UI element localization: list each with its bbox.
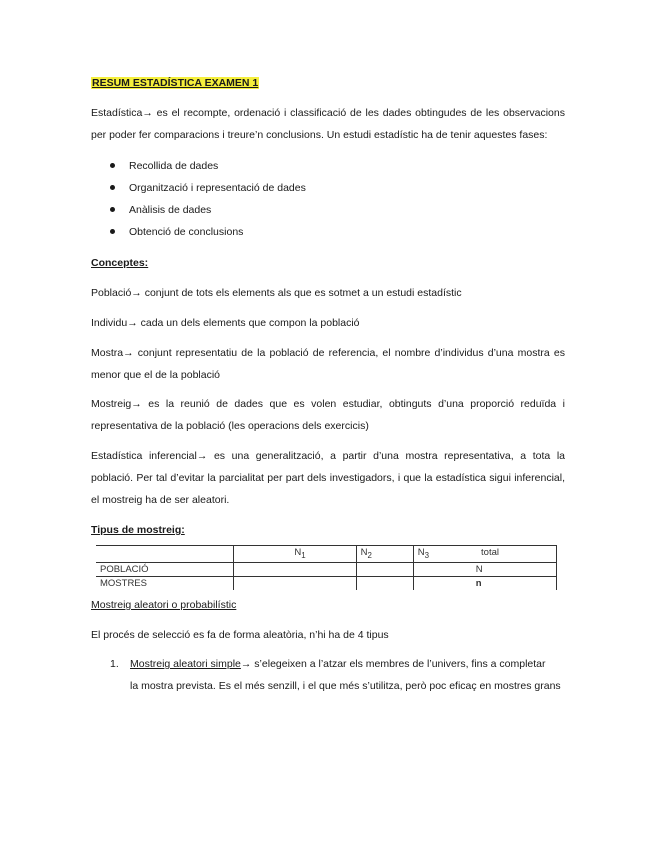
type-desc-line-2: la mostra prevista. Es el més senzill, i el que més s’utilitza, però poc eficaç en mostres grans bbox=[130, 680, 561, 692]
table-row bbox=[96, 562, 557, 576]
intro-paragraph bbox=[91, 102, 565, 146]
aleatori-intro: El procés de selecció es fa de forma aleatòria, n’hi ha de 4 tipus bbox=[91, 629, 389, 641]
table-cell: MOSTRES bbox=[96, 576, 233, 590]
type-name: Mostreig aleatori simple bbox=[130, 658, 241, 670]
table-cell bbox=[96, 546, 233, 563]
concept-mostra: Mostra→ conjunt representatiu de la població de referencia, el nombre d’individus d’una mostra es menor que el de la població bbox=[91, 347, 565, 381]
list-item: Obtenció de conclusions bbox=[108, 221, 306, 243]
table-cell: $N_1$ bbox=[233, 546, 356, 563]
table-row bbox=[96, 576, 557, 590]
list-item: Recollida de dades bbox=[108, 155, 306, 177]
tipus-heading: Tipus de mostreig: bbox=[91, 524, 185, 536]
list-item: Anàlisis de dades bbox=[108, 199, 306, 221]
bullet-icon bbox=[110, 185, 115, 190]
table-cell: N bbox=[413, 562, 556, 576]
bullet-icon bbox=[110, 207, 115, 212]
document-title: RESUM ESTADÍSTICA EXAMEN 1 bbox=[92, 77, 259, 89]
concept-individu: Individu→ cada un dels elements que compon la població bbox=[91, 317, 360, 329]
table-cell bbox=[233, 576, 356, 590]
concept-poblacio: Població→ conjunt de tots els elements als que es sotmet a un estudi estadístic bbox=[91, 287, 462, 299]
intro-line-2: per poder fer comparacions i treure’n conclusions. Un estudi estadístic ha de tenir aquestes fases: bbox=[91, 129, 548, 141]
table-cell: n bbox=[413, 576, 556, 590]
aleatori-heading: Mostreig aleatori o probabilístic bbox=[91, 599, 237, 611]
sampling-table bbox=[96, 545, 557, 590]
concepts-heading: Conceptes: bbox=[91, 257, 149, 269]
concept-inferencial: Estadística inferencial→ es una generalització, a partir d’una mostra representativa, a tota la població. Per tal d’evitar la parcialitat per part dels investigadors, i que la estadística sigui inferencial, el mostreig ha de ser aleatori. bbox=[91, 450, 565, 506]
bullet-icon bbox=[110, 163, 115, 168]
type-desc-line-1: → s’elegeixen a l’atzar els membres de l’univers, fins a completar bbox=[240, 658, 546, 670]
table-cell bbox=[356, 562, 413, 576]
table-row bbox=[96, 546, 557, 563]
concept-mostreig: Mostreig→ es la reunió de dades que es volen estudiar, obtinguts d’una proporció reduïda i representativa de la població (les operacions dels exercicis) bbox=[91, 398, 565, 432]
table-cell: $N_3$ total bbox=[413, 546, 556, 563]
intro-line-1: Estadística→ es el recompte, ordenació i classificació de les dades obtingudes de les observacions bbox=[91, 107, 565, 119]
table-cell bbox=[356, 576, 413, 590]
bullet-icon bbox=[110, 229, 115, 234]
table-cell: $N_2$ bbox=[356, 546, 413, 563]
table-cell bbox=[233, 562, 356, 576]
phases-list bbox=[108, 155, 306, 243]
list-item: Organització i representació de dades bbox=[108, 177, 306, 199]
list-number: 1. bbox=[110, 658, 119, 670]
type-item-1 bbox=[110, 658, 565, 670]
table-cell: POBLACIÓ bbox=[96, 562, 233, 576]
